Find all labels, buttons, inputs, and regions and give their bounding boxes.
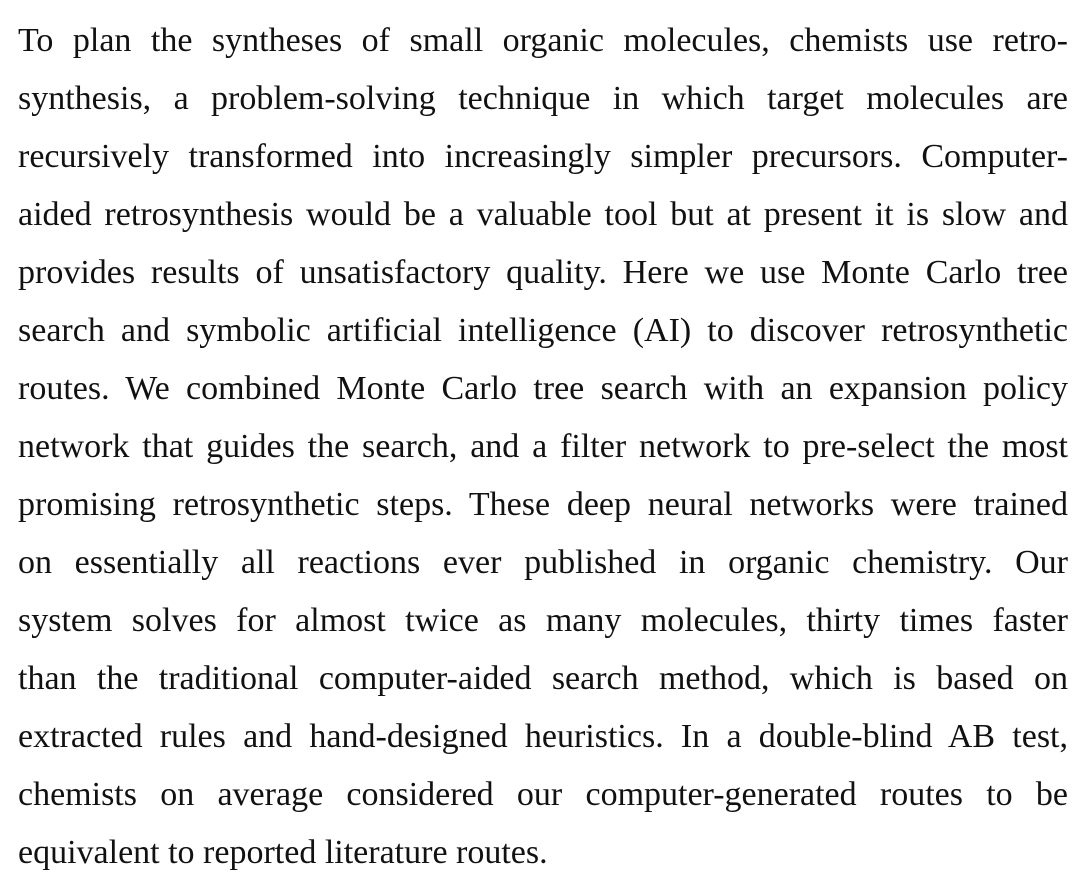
text-line-9: promising retrosynthetic steps. These deep neural networks were trained bbox=[18, 486, 1068, 523]
text-line-4: aided retrosynthesis would be a valuable tool but at present it is slow and bbox=[18, 196, 1068, 233]
text-line-3: recursively transformed into increasingly simpler precursors. Computer- bbox=[18, 138, 1068, 175]
text-line-11: system solves for almost twice as many molecules, thirty times faster bbox=[18, 602, 1068, 639]
abstract-paragraph bbox=[18, 12, 1068, 882]
text-line-6: search and symbolic artificial intelligence (AI) to discover retrosynthetic bbox=[18, 312, 1068, 349]
text-line-8: network that guides the search, and a filter network to pre-select the most bbox=[18, 428, 1068, 465]
text-line-5: provides results of unsatisfactory quality. Here we use Monte Carlo tree bbox=[18, 254, 1068, 291]
text-line-13: extracted rules and hand-designed heuristics. In a double-blind AB test, bbox=[18, 718, 1068, 755]
text-line-1: To plan the syntheses of small organic molecules, chemists use retro- bbox=[18, 22, 1068, 59]
text-line-7: routes. We combined Monte Carlo tree search with an expansion policy bbox=[18, 370, 1068, 407]
text-line-14: chemists on average considered our computer-generated routes to be bbox=[18, 776, 1068, 813]
text-line-15: equivalent to reported literature routes. bbox=[18, 834, 548, 871]
text-line-10: on essentially all reactions ever published in organic chemistry. Our bbox=[18, 544, 1068, 581]
text-line-2: synthesis, a problem-solving technique in which target molecules are bbox=[18, 80, 1068, 117]
text-line-12: than the traditional computer-aided search method, which is based on bbox=[18, 660, 1068, 697]
